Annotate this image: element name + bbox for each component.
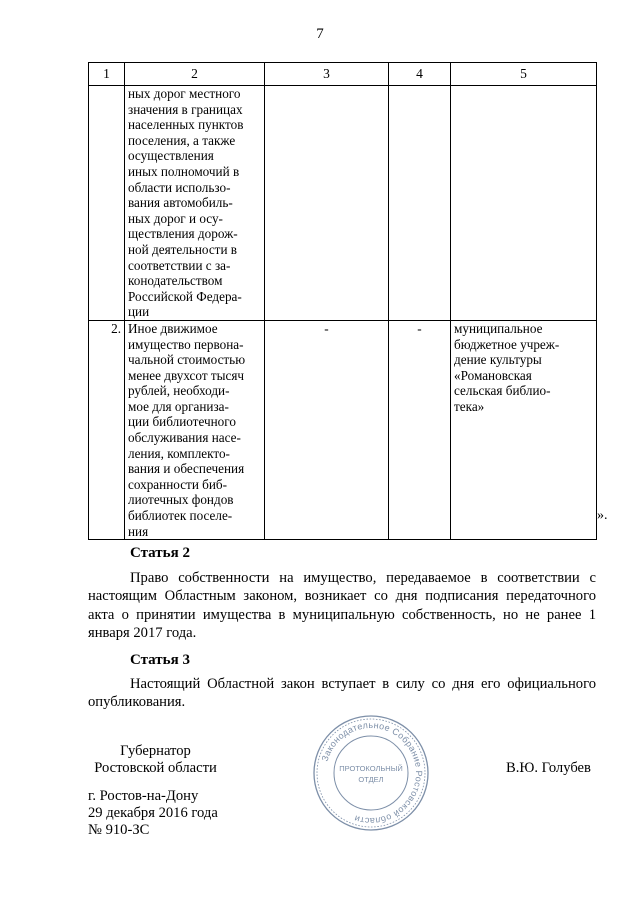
cell-line: населенных пунктов <box>128 117 244 133</box>
article-3-heading: Статья 3 <box>130 652 190 668</box>
cell-line: мое для организа- <box>128 398 229 414</box>
cell-line: ции библиотечного <box>128 414 236 430</box>
cell-line: ных дорог местного <box>128 86 241 101</box>
row-number: 2. <box>89 320 125 539</box>
article-2-heading: Статья 2 <box>130 545 190 561</box>
cell-line: лиотечных фондов <box>128 492 234 508</box>
cell-line: дение культуры <box>454 352 542 368</box>
header-cell: 1 <box>89 63 125 86</box>
cell-line: чальной стоимостью <box>128 352 246 368</box>
cell-line: тека» <box>454 398 485 414</box>
header-cell: 2 <box>125 63 265 86</box>
date: 29 декабря 2016 года <box>88 805 218 821</box>
table-row <box>89 320 597 539</box>
city: г. Ростов-на-Дону <box>88 788 199 804</box>
position-line-1: Губернатор <box>120 743 191 759</box>
cell-line: поселения, а также <box>128 132 236 148</box>
cell-line: рублей, необходи- <box>128 383 230 399</box>
cell-line: муниципальное <box>454 320 543 336</box>
header-cell: 5 <box>451 63 597 86</box>
stamp-inner-ring <box>334 736 408 810</box>
cell-col4: - <box>389 320 451 539</box>
cell-line: сохранности биб- <box>128 476 228 492</box>
cell-line: значения в границах <box>128 101 243 117</box>
stamp-ring-text: Законодательное Собрание Ростовской области <box>319 719 425 827</box>
stamp-center-line-1: ПРОТОКОЛЬНЫЙ <box>339 764 403 773</box>
article-3-text: Настоящий Областной закон вступает в силу со дня его официального опубликования. <box>88 676 596 711</box>
article-2-text: Право собственности на имущество, передаваемое в соответствии с настоящим Областным законом, возникает со дня подписания передаточного акта о принятии имущества в муниципальную собственность, но не ранее 1 января 2017 года. <box>88 570 596 642</box>
stamp-center-line-2: ОТДЕЛ <box>358 775 384 784</box>
cell-line: менее двухсот тысяч <box>128 367 245 383</box>
stamp-outer-ring <box>314 716 428 830</box>
cell-line: библиотек поселе- <box>128 508 233 524</box>
property-description <box>125 86 265 321</box>
signatory-position <box>88 743 223 777</box>
cell-col3 <box>265 86 389 321</box>
cell-line: ной деятельности в <box>128 241 238 257</box>
cell-line: конодательством <box>128 273 223 289</box>
cell-line: ления, комплекто- <box>128 445 230 461</box>
cell-line: вания автомобиль- <box>128 195 233 211</box>
cell-line: бюджетное учреж- <box>454 336 560 352</box>
table-row <box>89 86 597 321</box>
cell-line: Российской Федера- <box>128 288 242 304</box>
header-cell: 4 <box>389 63 451 86</box>
cell-line: сельская библио- <box>454 383 551 399</box>
place-date-number <box>88 788 218 839</box>
cell-col4 <box>389 86 451 321</box>
cell-line: иных полномочий в <box>128 163 240 179</box>
closing-quote: ». <box>597 508 608 523</box>
stamp-dotted-ring <box>317 719 425 827</box>
cell-line: ных дорог и осу- <box>128 210 223 226</box>
cell-line: Иное движимое <box>128 320 218 336</box>
cell-line: имущество первона- <box>128 336 244 352</box>
row-number <box>89 86 125 321</box>
cell-line: ществления дорож- <box>128 226 238 242</box>
law-number: № 910-ЗС <box>88 822 150 838</box>
position-line-2: Ростовской области <box>94 760 217 776</box>
cell-line: ции <box>128 304 150 320</box>
official-stamp <box>311 713 431 833</box>
property-description <box>125 320 265 539</box>
header-cell: 3 <box>265 63 389 86</box>
cell-line: осуществления <box>128 148 214 164</box>
signatory-name: В.Ю. Голубев <box>506 760 591 776</box>
cell-line: «Романовская <box>454 367 532 383</box>
page-number: 7 <box>316 26 324 42</box>
cell-line: обслуживания насе- <box>128 430 241 446</box>
cell-col3: - <box>265 320 389 539</box>
cell-line: области использо- <box>128 179 231 195</box>
recipient-description <box>451 86 597 321</box>
table-header-row <box>89 63 597 86</box>
recipient-description <box>451 320 597 539</box>
property-table <box>88 62 597 540</box>
cell-line: соответствии с за- <box>128 257 231 273</box>
cell-line: ния <box>128 523 149 539</box>
cell-line: вания и обеспечения <box>128 461 245 477</box>
